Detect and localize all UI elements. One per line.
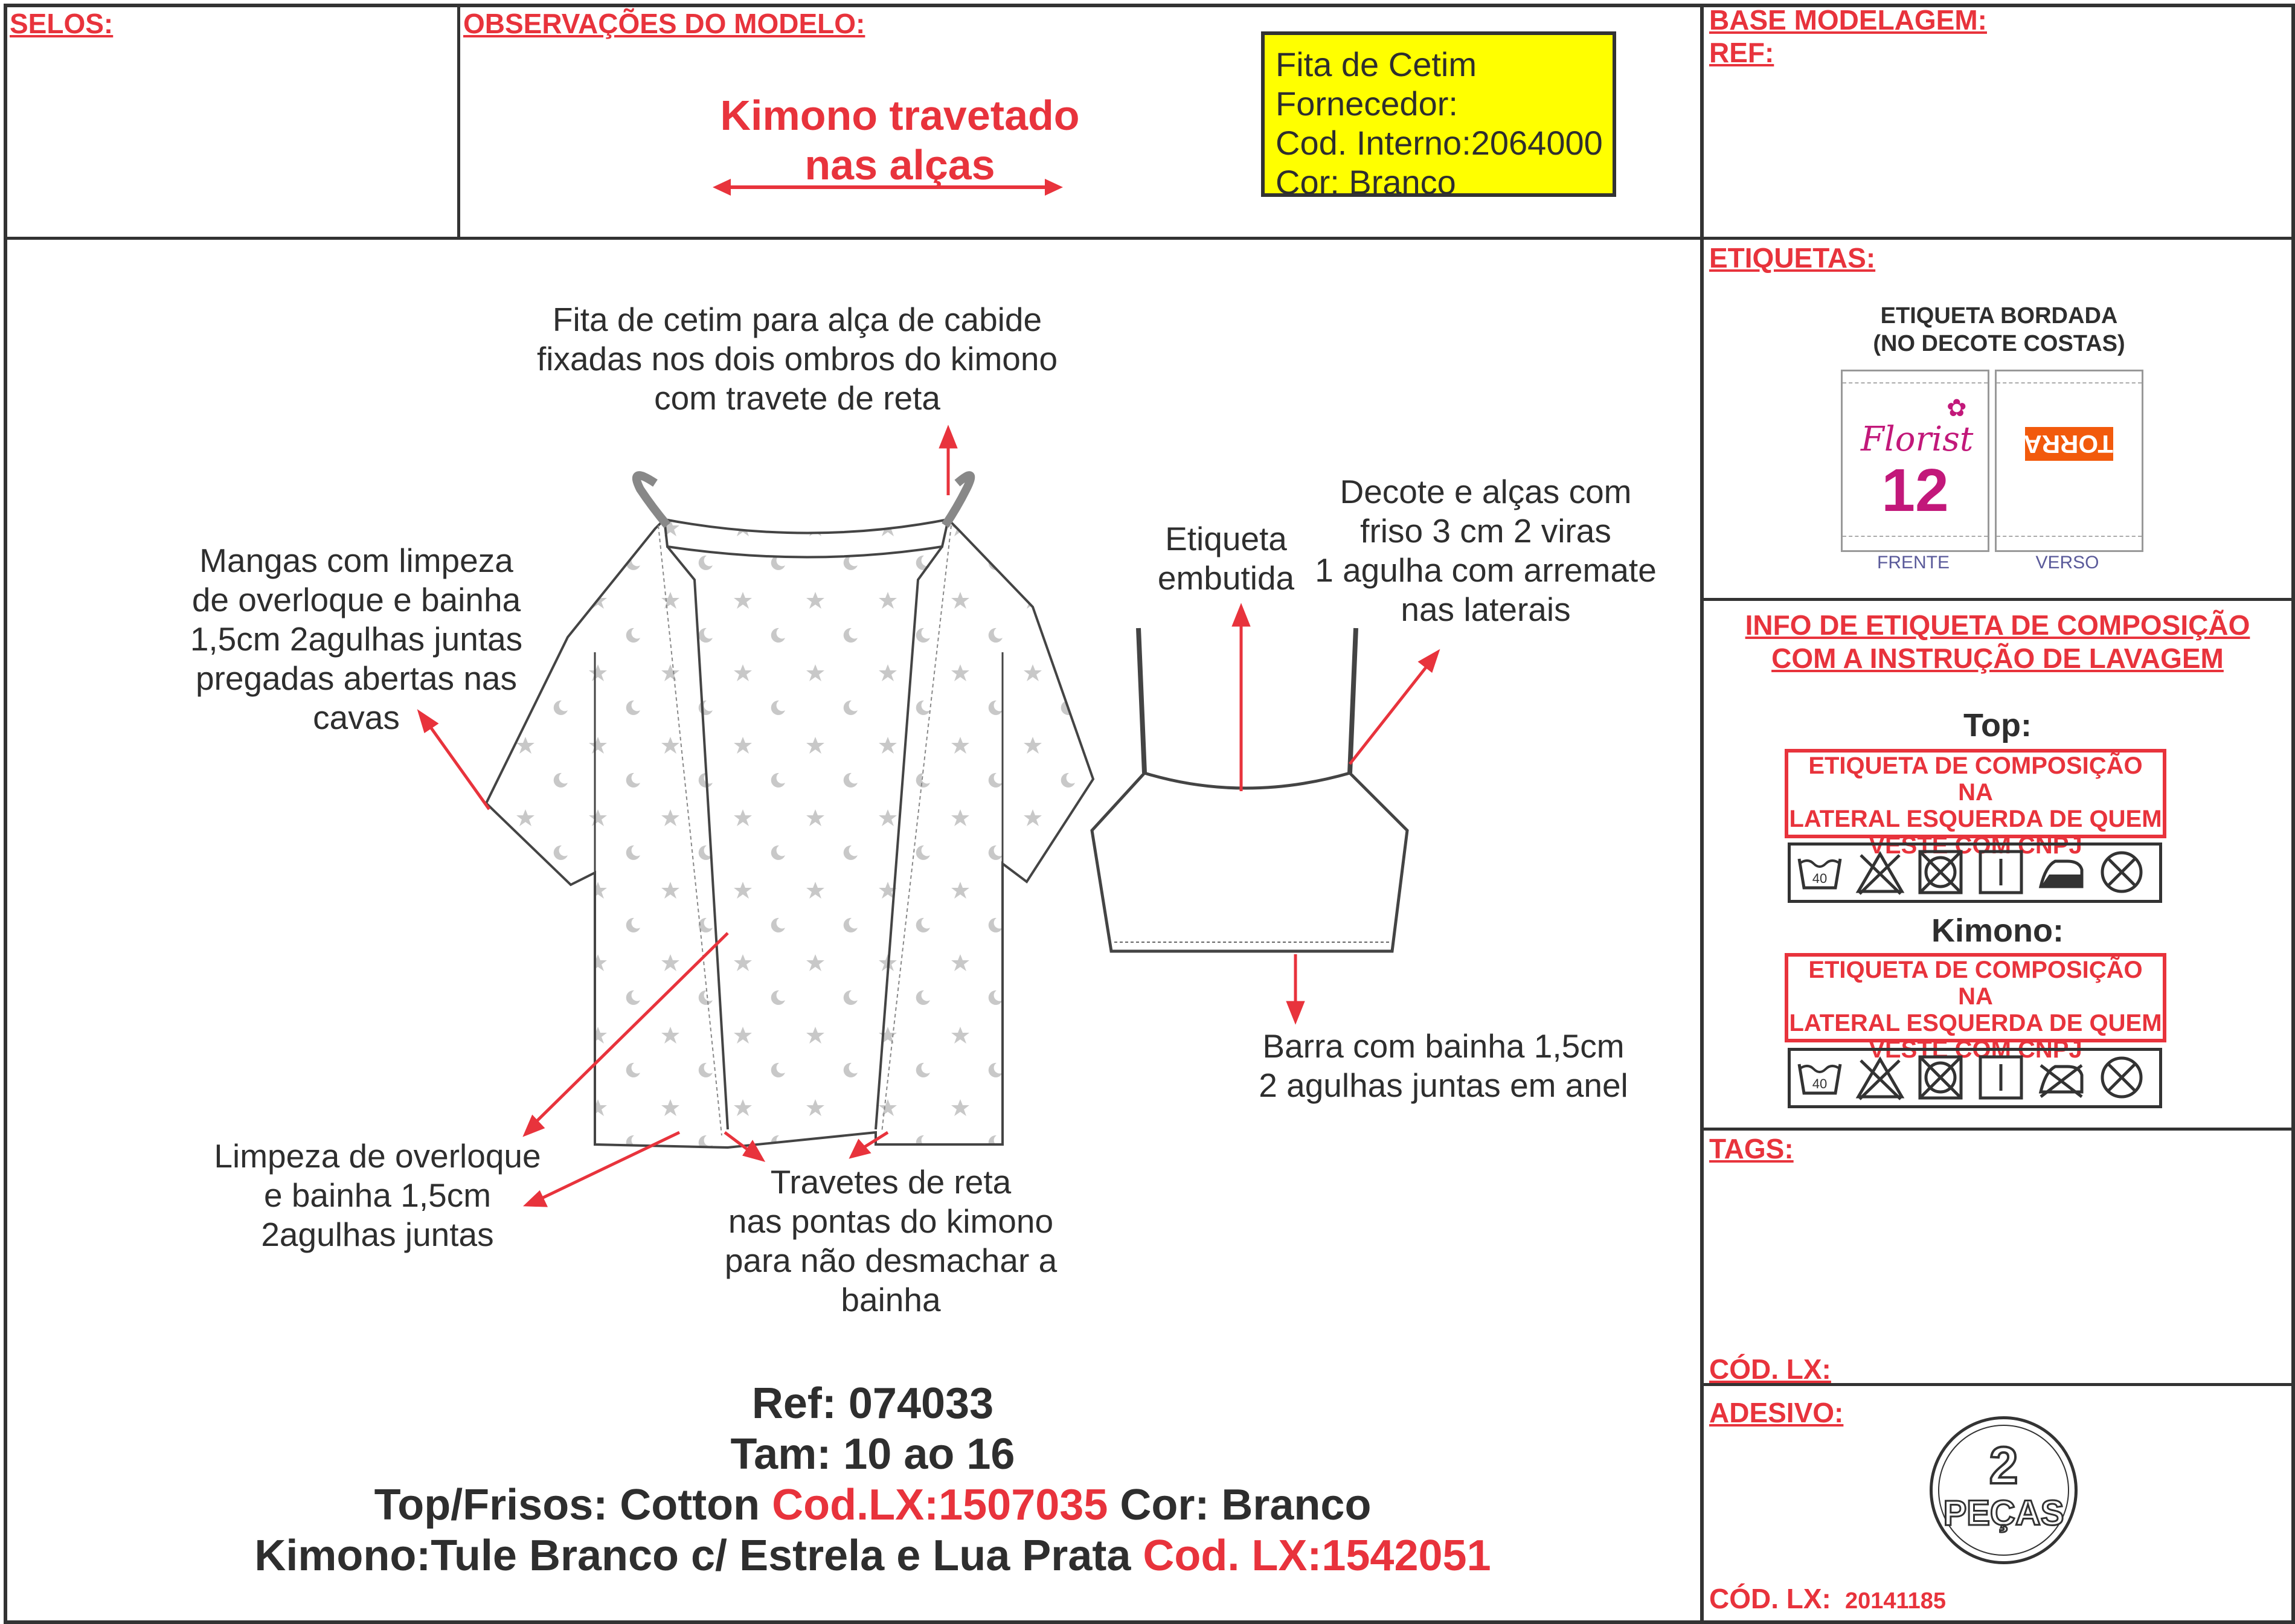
ribbon-line2: Fornecedor: <box>1276 85 1458 123</box>
limpeza-note <box>181 1137 574 1254</box>
label-size: 12 <box>1881 457 1949 524</box>
travetes-line1: Travetes de reta <box>770 1163 1012 1201</box>
kimono-box-line2: LATERAL ESQUERDA DE QUEM <box>1789 1010 2162 1036</box>
label-front <box>1841 370 1989 552</box>
barra-line2: 2 agulhas juntas em anel <box>1259 1067 1628 1104</box>
travetes-line2: nas pontas do kimono <box>728 1202 1054 1240</box>
sidebar-divider <box>1700 4 1704 1620</box>
fita-cetim-line2: fixadas nos dois ombros do kimono <box>536 340 1058 377</box>
limpeza-line2: e bainha 1,5cm <box>263 1176 492 1214</box>
top-heading: Top: <box>1963 707 2032 743</box>
ribbon-line3: Cod. Interno:2064000 <box>1276 124 1603 162</box>
ref-label: REF: <box>1709 37 1774 68</box>
decote-line1: Decote e alças com <box>1340 473 1632 510</box>
no-bleach-icon <box>1856 848 1904 896</box>
mangas-note <box>151 541 562 737</box>
kimono-composition-box <box>1785 953 2166 1063</box>
sticker-number: 2 <box>1989 1437 2018 1495</box>
no-dry-clean-icon <box>2098 848 2146 896</box>
wash-40-icon <box>1796 1053 1844 1102</box>
sticker-text: PEÇAS <box>1943 1494 2064 1533</box>
verso-caption: VERSO <box>2035 553 2099 573</box>
info-composicao-title <box>1706 609 2289 675</box>
selos-label: SELOS: <box>10 8 114 39</box>
ribbon-line1: Fita de Cetim <box>1276 45 1477 83</box>
etiqueta-bordada-line1: ETIQUETA BORDADA <box>1880 303 2118 329</box>
cod-lx-label-2: CÓD. LX: <box>1709 1583 1831 1614</box>
no-bleach-icon <box>1856 1053 1904 1102</box>
info-line1: INFO DE ETIQUETA DE COMPOSIÇÃO <box>1745 609 2250 641</box>
mangas-line2: de overloque e bainha <box>191 581 521 618</box>
top-material-prefix: Top/Frisos: Cotton <box>374 1481 772 1529</box>
kimono-box-line1: ETIQUETA DE COMPOSIÇÃO NA <box>1808 957 2143 1010</box>
base-modelagem-label: BASE MODELAGEM: <box>1709 4 1987 36</box>
torra-logo: TORRA <box>2025 427 2113 461</box>
limpeza-line3: 2agulhas juntas <box>261 1216 494 1253</box>
decote-line3: 1 agulha com arremate <box>1315 551 1657 589</box>
kimono-material-prefix: Kimono:Tule Branco c/ Estrela e Lua Prata <box>254 1532 1143 1580</box>
two-pieces-sticker <box>1930 1416 2078 1564</box>
top-material-suffix: Cor: Branco <box>1108 1481 1372 1529</box>
etiquetas-label: ETIQUETAS: <box>1709 242 1876 274</box>
observacoes-label: OBSERVAÇÕES DO MODELO: <box>463 8 865 39</box>
label-back-stitch-top <box>1997 382 2142 384</box>
top-box-line3: VESTE COM CNPJ <box>1869 832 2082 859</box>
travetes-line3: para não desmachar a <box>724 1242 1058 1279</box>
line-dry-icon <box>1977 848 2025 896</box>
kimono-wash-symbols <box>1788 1048 2162 1108</box>
adesivo-label: ADESIVO: <box>1709 1397 1844 1428</box>
kimono-note-line1: Kimono travetado <box>720 92 1080 139</box>
etiqueta-bordada-line2: (NO DECOTE COSTAS) <box>1873 331 2125 356</box>
no-tumble-dry-icon <box>1916 1053 1965 1102</box>
mangas-line4: pregadas abertas nas <box>195 660 518 697</box>
mangas-line1: Mangas com limpeza <box>199 542 513 579</box>
top-box-line2: LATERAL ESQUERDA DE QUEM <box>1789 806 2162 832</box>
decote-note <box>1292 472 1679 629</box>
tam-text: Tam: 10 ao 16 <box>730 1430 1015 1478</box>
decote-line2: friso 3 cm 2 viras <box>1360 512 1611 550</box>
no-tumble-dry-icon <box>1916 848 1965 896</box>
top-composition-box <box>1785 749 2166 859</box>
limpeza-line1: Limpeza de overloque <box>214 1137 541 1175</box>
travetes-line4: bainha <box>841 1281 941 1318</box>
barra-note <box>1214 1027 1673 1105</box>
wash-temp-text: 40 <box>1812 871 1828 886</box>
top-material <box>60 1480 1685 1530</box>
ribbon-line4: Cor: Branco <box>1276 163 1456 201</box>
label-front-stitch-top <box>1843 382 1988 384</box>
label-back-stitch-bottom <box>1997 536 2142 537</box>
mangas-line3: 1,5cm 2agulhas juntas <box>190 620 523 658</box>
mangas-line5: cavas <box>313 699 400 736</box>
sidebar-divider-etiquetas <box>1700 598 2291 601</box>
kimono-box-line3: VESTE COM CNPJ <box>1869 1036 2082 1063</box>
frente-caption: FRENTE <box>1877 553 1950 573</box>
sidebar-divider-info <box>1700 1128 2291 1131</box>
travetes-note <box>682 1163 1099 1320</box>
kimono-drawing <box>486 475 1093 1147</box>
cod-lx-label: CÓD. LX: <box>1709 1353 1831 1385</box>
product-footer <box>60 1378 1685 1581</box>
top-box-line1: ETIQUETA DE COMPOSIÇÃO NA <box>1808 753 2143 806</box>
top-drawing <box>1092 628 1407 951</box>
wash-40-icon <box>1796 848 1844 896</box>
etiqueta-bordada-title <box>1788 302 2210 358</box>
flower-icon: ✿ <box>1947 395 1967 422</box>
top-material-code: Cod.LX:1507035 <box>772 1481 1108 1529</box>
florist-logo: Florist <box>1861 420 1974 459</box>
tags-label: TAGS: <box>1709 1133 1794 1164</box>
line-dry-icon <box>1977 1053 2025 1102</box>
kimono-material <box>60 1530 1685 1581</box>
label-back <box>1995 370 2143 552</box>
kimono-heading: Kimono: <box>1931 913 2064 949</box>
iron-low-icon <box>2037 848 2085 896</box>
ref-text: Ref: 074033 <box>751 1379 994 1428</box>
decote-line4: nas laterais <box>1401 591 1571 628</box>
no-iron-icon <box>2037 1053 2085 1102</box>
info-line2: COM A INSTRUÇÃO DE LAVAGEM <box>1771 643 2224 674</box>
fita-cetim-line3: com travete de reta <box>654 379 940 417</box>
etiqueta-embutida-line2: embutida <box>1157 559 1295 597</box>
top-wash-symbols <box>1788 842 2162 903</box>
etiqueta-embutida-line1: Etiqueta <box>1165 520 1287 557</box>
no-dry-clean-icon <box>2098 1053 2146 1102</box>
kimono-note-line2: nas alças <box>804 141 995 188</box>
cod-lx-value: 20141185 <box>1845 1588 1946 1614</box>
kimono-material-code: Cod. LX:1542051 <box>1143 1532 1491 1580</box>
fita-cetim-note <box>495 300 1099 418</box>
label-front-stitch-bottom <box>1843 536 1988 537</box>
fita-cetim-line1: Fita de cetim para alça de cabide <box>552 301 1042 338</box>
wash-temp-text: 40 <box>1812 1076 1828 1091</box>
barra-line1: Barra com bainha 1,5cm <box>1262 1027 1625 1065</box>
